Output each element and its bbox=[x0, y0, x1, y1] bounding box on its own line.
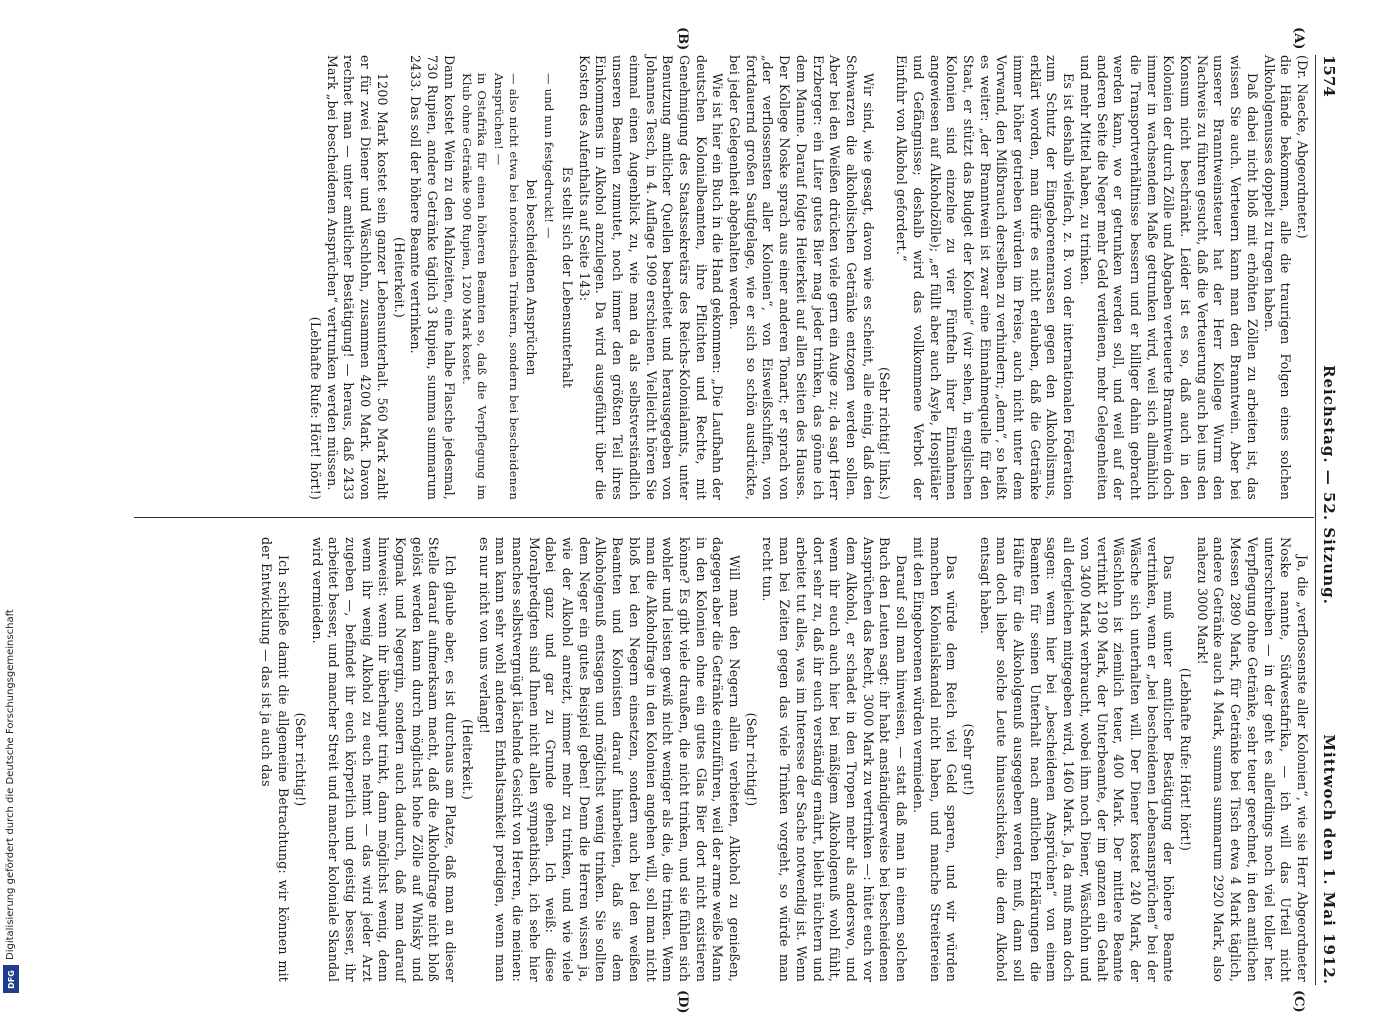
right-column-paragraph: Will man den Negern allein verbieten, Alkohol zu genießen, dagegen aber die Getränke einzuführen, weil der arme weiße Mann in den Kolonien ohne ein gutes Glas Bier dort nicht existieren könne? Es gibt viele draußen, die nicht trinken, und sie fühlen sich wohler und leisten gewiß nicht weniger als die, die trinken. Wenn man die Alkoholfrage in den Kolonien angehen will, soll man nicht bloß bei den Negern einsetzen, sondern auch bei den weißen Beamten und Kolonisten darauf hinarbeiten, daß sie dem Alkoholgenuß entsagen und möglichst wenig trinken. Sie sollten dem Neger ein gutes Beispiel geben! Denn die Herren wissen ja, wie der Alkohol anreizt, immer mehr zu trinken, und wie viele dabei ganz und gar zu Grunde gehen. Ich weiß: diese Moralpredigten sind Ihnen nicht allen sympathisch, ich sehe hier manches selbstvergnügt lächelnde Gesicht von Herren, die meinen: man kann sehr wohl anderen Enthaltsamkeit predigen, wenn man es nur nicht von uns verlangt! bbox=[476, 537, 743, 982]
margin-marker-c: (C) bbox=[1291, 990, 1306, 1013]
margin-marker-d: (D) bbox=[675, 990, 690, 1014]
left-column-paragraph: in Ostafrika für einen höheren Beamten so, daß die Verpflegung im Klub ohne Getränke 900 Rupien, 1200 Mark kostet. bbox=[459, 73, 489, 500]
session-title: Reichstag. — 52. Sitzung. bbox=[1320, 365, 1338, 605]
column-divider bbox=[134, 517, 1314, 518]
digitization-credit bbox=[5, 600, 18, 960]
right-column-paragraph: Das würde dem Reich viel Geld sparen, und wir würden manchen Kolonialskandal nicht haben, und manche Streitereien mit den Eingeborenen würden vermieden. bbox=[910, 537, 960, 982]
rotated-page bbox=[40, 27, 1340, 1014]
page-number: 1574 bbox=[1320, 55, 1338, 97]
left-column-paragraph: (Lebhafte Rufe: Hört! hört!) bbox=[308, 316, 324, 500]
page-header bbox=[1314, 55, 1340, 985]
right-column-paragraph: Ich schließe damit die allgemeine Betrachtung: wir können mit der Entwicklung — das ist ja auch das bbox=[259, 537, 292, 982]
session-date: Mittwoch den 1. Mai 1912. bbox=[1320, 734, 1338, 985]
left-column-paragraph: (Heiterkeit.) bbox=[391, 237, 407, 318]
right-column-paragraph: (Heiterkeit.) bbox=[459, 719, 475, 800]
right-column-paragraph: Das muß unter amtlicher Bestätigung der höhere Beamte vertrinken, wenn er „bei bescheidenen Lebensansprüchen“ bei der Wäsche sich unterhalten will. Der Diener kostet 240 Mark, der Wäschlohn ist ziemlich teuer, 400 Mark. Der mittlere Beamte vertrinkt 2190 Mark, der Unterbeamte, der im ganzen ein Gehalt von 3400 Mark verbraucht, wobei ihm noch Diener, Wäschlohn und all dergleichen mitgegeben wird, 1460 Mark. Ja, da muß man doch sagen: wenn hier bei „bescheidenen Ansprüchen“ von einem Beamten für seinen Unterhalt nach amtlichen Erklärungen die Hälfte für die Alkoholgenuß ausgegeben werden muß, dann soll man doch lieber solche Leute hinausschicken, die dem Alkohol entsagt haben. bbox=[977, 537, 1177, 982]
right-column bbox=[258, 537, 1310, 982]
left-column-paragraph: bei bescheidenen Ansprüchen bbox=[524, 179, 540, 376]
header-rule bbox=[1315, 55, 1316, 985]
left-column-paragraph: Wir sind, wie gesagt, davon wie es scheint, alle einig, daß den Schwarzen die alkoholischen Getränke entzogen werden sollen. Aber bei den Weißen drücken viele gern ein Auge zu; da sagt Herr Erzberger: ein Liter gutes Bier mag jeder trinken, das gönne ich dem Manne. Darauf folgte Heiterkeit auf allen Seiten des Hauses. Der Kollege Noske sprach aus einer anderen Tonart; er sprach von „der verflossensten aller Kolonien“, von Eisweißschiffen, von fortdauernd großen Saufgelage, wie er sich so schön ausdrückte, bei jeder Gelegenheit abgehalten werden. bbox=[727, 55, 876, 500]
left-column-paragraph: — und nun festgedruckt! — bbox=[542, 73, 557, 239]
dfg-logo-text: DFG bbox=[6, 969, 16, 989]
left-column bbox=[306, 55, 1310, 500]
left-column-paragraph: Dann kostet Wein zu den Mahlzeiten, eine halbe Flasche jedesmal, 730 Rupien, andere Getränke täglich 3 Rupien, summa summarum 2433. Das soll der höhere Beamte vertrinken. bbox=[408, 55, 457, 500]
left-column-paragraph: die Hände bekommen, alle die traurigen Folgen eines solchen Alkoholgenusses doppelt zu tragen haben. bbox=[1261, 55, 1294, 500]
margin-marker-b: (B) bbox=[675, 27, 690, 51]
right-column-paragraph: Ja, die „verflossenste aller Kolonien“, wie sie Herr Abgeordneter Noske nannte, Südwestafrika, — ich will das Urteil nicht unterschreiben — in der geht es allerdings noch viel toller her. Verpflegung ohne Getränke, sehr teuer gerechnet, in den amtlichen Messen 2890 Mark, für Getränke bei Tisch etwa 4 Mark täglich, andere Getränke auch 4 Mark, summa summarum 2920 Mark, also nahezu 3000 Mark! bbox=[1194, 537, 1310, 982]
left-column-paragraph: (Dr. Naecke, Abgeordneter.) bbox=[1295, 55, 1310, 239]
margin-marker-a: (A) bbox=[1291, 27, 1306, 50]
right-column-paragraph: (Lebhafte Rufe: Hört! hört!) bbox=[1178, 667, 1194, 852]
dfg-logo bbox=[3, 965, 19, 993]
left-column-paragraph: — also nicht etwa bei notorischen Trinkern, sondern bei bescheidenen Ansprüchen! — bbox=[491, 73, 521, 500]
digitization-credit-text: Digitalisierung gefördert durch die Deutsche Forschungsgemeinschaft bbox=[5, 609, 16, 960]
left-column-paragraph: Wie ist hier ein Buch in die Hand gekommen: „Die Laufbahn der deutschen Kolonialbeamten, ihre Pflichten und Rechte, mit Genehmigung des Staatssekretärs des Reichs-Kolonialamts, unter Benutzung amtlicher Quellen bearbeitet und herausgegeben von Johannes Tesch, in 4. Auflage 1909 erschienen. Vielleicht hören Sie einmal einen Augenblick zu, wie man da als selbstverständlich unseren Beamten zumutet, noch immer den größten Teil ihres Einkommens in Alkohol anzulegen. Da wird ausgeführt über die Kosten des Aufenthalts auf Seite 143: bbox=[576, 55, 726, 500]
left-column-paragraph: Es ist deshalb vielfach, z. B. von der internationalen Föderation zum Schutz der Eingeborenenrassen gegen den Alkoholismus, erklärt worden, man dürfe es nicht erlauben, daß die Getränke immer höher getrieben würden im Preise, auch nicht unter dem Vorwand, den Mißbrauch derselben zu verhindern; „denn“, so heißt es weiter: „der Branntwein ist zwar eine Einnahmequelle für den Staat, er stützt das Budget der Kolonie“ (wir sehen, in englischen Kolonien sind einzelne zu vier Fünfteln ihrer Einnahmen angewiesen auf Alkoholzölle); „er füllt aber auch Asyle, Hospitäler und Gefängnisse; deshalb wird das vollkommene Verbot der Einfuhr von Alkohol gefordert.“ bbox=[894, 55, 1077, 500]
right-column-paragraph: (Sehr gut!) bbox=[960, 723, 976, 796]
left-column-paragraph: 1200 Mark kostet sein ganzer Lebensunterhalt. 560 Mark zahlt er für zwei Diener und Wäschlohn, zusammen 4200 Mark. Davon rechnet man — unter amtlicher Bestätigung! — heraus, daß 2433 Mark „bei bescheidenen Ansprüchen“ vertrunken werden müssen. bbox=[324, 55, 390, 500]
right-column-paragraph: (Sehr richtig!) bbox=[292, 712, 308, 807]
left-column-paragraph: (Sehr richtig! links.) bbox=[877, 366, 893, 500]
right-column-paragraph: Darauf soll man hinweisen, — statt daß man in einem solchen Buch den Leuten sagt: ihr habt anständigerweise bei bescheidenen Ansprüchen das Recht, 3000 Mark zu vertrinken —: hütet euch vor dem Alkohol, er schadet in den Tropen mehr als anderswo, und wenn ihr euch auch hier bei mäßigem Alkoholgenuß wohl fühlt, dort sehr zu, daß ihr euch verständig ernährt, bleibt nüchtern und arbeitet tut alles, was im Interesse der Sache notwendig ist. Wenn man bei Zeiten gegen das viele Trinken vorgeht, so würde man recht tun. bbox=[760, 537, 910, 982]
right-column-paragraph: Ich glaube aber, es ist durchaus am Platze, daß man an dieser Stelle darauf aufmerksam macht, daß die Alkoholfrage nicht bloß gelöst werden kann durch möglichst hohe Zölle auf Whisky und Kognak und Negergin, sondern auch dadurch, daß man darauf hinweist: wenn ihr überhaupt trinkt, dann möglichst wenig, denn wenn ihr wenig Alkohol zu euch nehmt — das wird jeder Arzt zugeben —, befindet ihr euch körperlich und geistig besser, ihr arbeitet besser, und mancher Streit und mancher koloniale Skandal wird vermieden. bbox=[309, 537, 459, 982]
right-column-paragraph: (Sehr richtig!) bbox=[743, 712, 759, 807]
left-column-paragraph: Es stellt sich der Lebensunterhalt bbox=[560, 166, 576, 389]
left-column-paragraph: Daß dabei nicht bloß mit erhöhten Zöllen zu arbeiten ist, das wissen Sie auch. Verteuern kann man den Branntwein. Aber bei unserer Branntweinsteuer hat der Herr Kollege Wurm den Nachweis zu führen gesucht, daß die Verteuerung auch bei uns den Konsum nicht beschränkt. Leider ist es so, daß auch in den Kolonien der durch Zölle und Abgaben verteuerte Branntwein doch immer in wachsendem Maße getrunken wird, weil sich allmählich die Transportverhältnisse bessern und er billiger dahin gebracht werden kann, wo er getrunken werden soll, und weil auf der anderen Seite die Neger mehr Geld verdienen, mehr Gelegenheiten und mehr Mittel haben, zu trinken. bbox=[1077, 55, 1260, 500]
